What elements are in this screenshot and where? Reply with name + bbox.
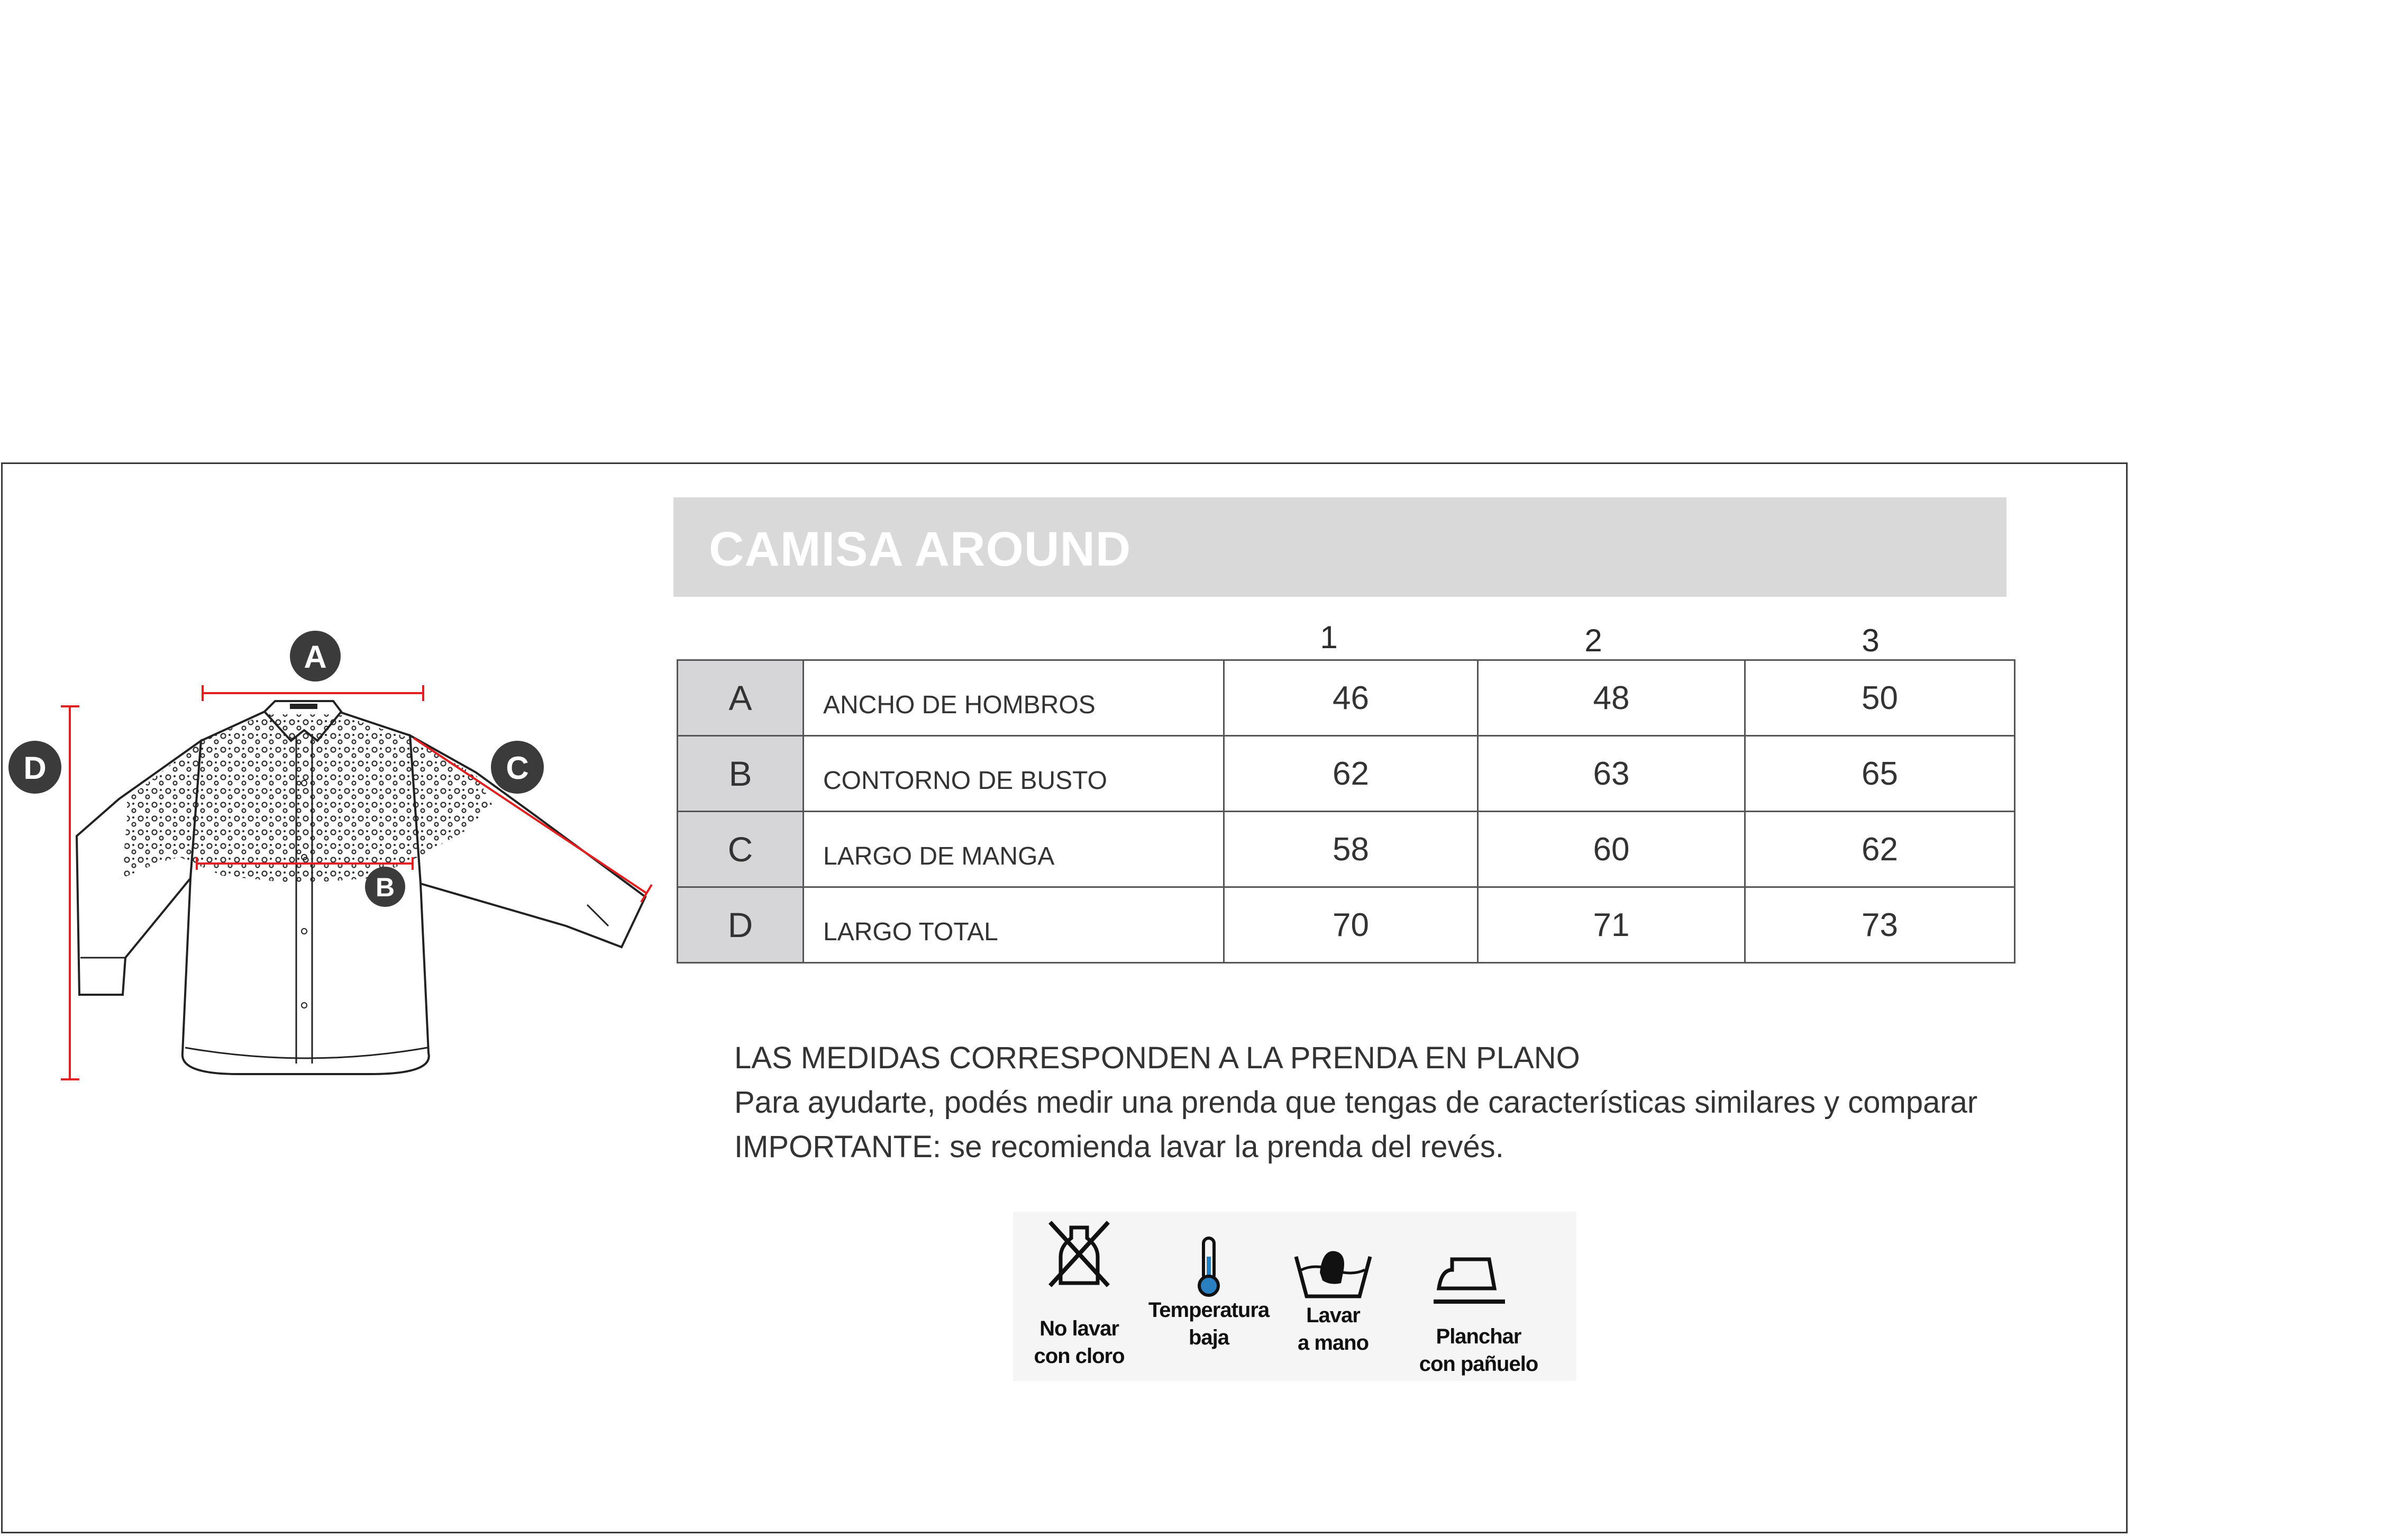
iron-icon [1431,1249,1510,1307]
notes-block [734,1036,1977,1169]
care-label-no-bleach: No lavar con cloro [1034,1317,1125,1368]
cell-value: 70 [1224,887,1478,963]
row-letter: A [678,660,804,736]
cell-value: 62 [1224,736,1478,812]
row-label: LARGO DE MANGA [804,812,1224,887]
cell-value: 71 [1478,887,1745,963]
row-label: LARGO TOTAL [804,887,1224,963]
note-line: Para ayudarte, podés medir una prenda que tengas de características similares y comparar [734,1085,1978,1120]
hand-wash-icon [1293,1243,1373,1302]
size-header-1: 1 [1320,620,1338,655]
note-line: IMPORTANTE: se recomienda lavar la prenda del revés. [734,1130,1504,1164]
cell-value: 63 [1478,736,1745,812]
badge-b [365,867,405,907]
size-table [677,659,2015,964]
svg-text:A: A [304,639,327,675]
cell-value: 58 [1224,812,1478,887]
svg-text:D: D [23,750,47,786]
table-row [678,812,2015,887]
svg-text:C: C [506,750,529,786]
cell-value: 48 [1478,660,1745,736]
badge-c [491,741,544,794]
table-row [678,660,2015,736]
row-label: ANCHO DE HOMBROS [804,660,1224,736]
row-letter: C [678,812,804,887]
badge-d [8,741,61,794]
table-row [678,887,2015,963]
thermometer-icon [1193,1235,1225,1299]
cell-value: 60 [1478,812,1745,887]
care-label-temperature: Temperatura baja [1148,1298,1270,1349]
table-row [678,736,2015,812]
row-letter: D [678,887,804,963]
size-header-2: 2 [1584,623,1602,658]
cell-value: 50 [1745,660,2015,736]
no-bleach-icon [1045,1217,1114,1291]
cell-value: 65 [1745,736,2015,812]
care-instructions [1013,1212,1576,1381]
svg-text:B: B [375,872,395,902]
cell-value: 46 [1224,660,1478,736]
badge-a [290,631,341,681]
note-line: LAS MEDIDAS CORRESPONDEN A LA PRENDA EN PLANO [734,1041,1580,1075]
cell-value: 62 [1745,812,2015,887]
row-letter: B [678,736,804,812]
row-label: CONTORNO DE BUSTO [804,736,1224,812]
size-header-3: 3 [1862,623,1880,658]
cell-value: 73 [1745,887,2015,963]
shirt-diagram [0,608,682,1095]
care-label-hand-wash: Lavar a mano [1297,1304,1369,1355]
care-label-iron: Planchar con pañuelo [1419,1325,1538,1376]
page-title: CAMISA AROUND [709,522,1132,576]
